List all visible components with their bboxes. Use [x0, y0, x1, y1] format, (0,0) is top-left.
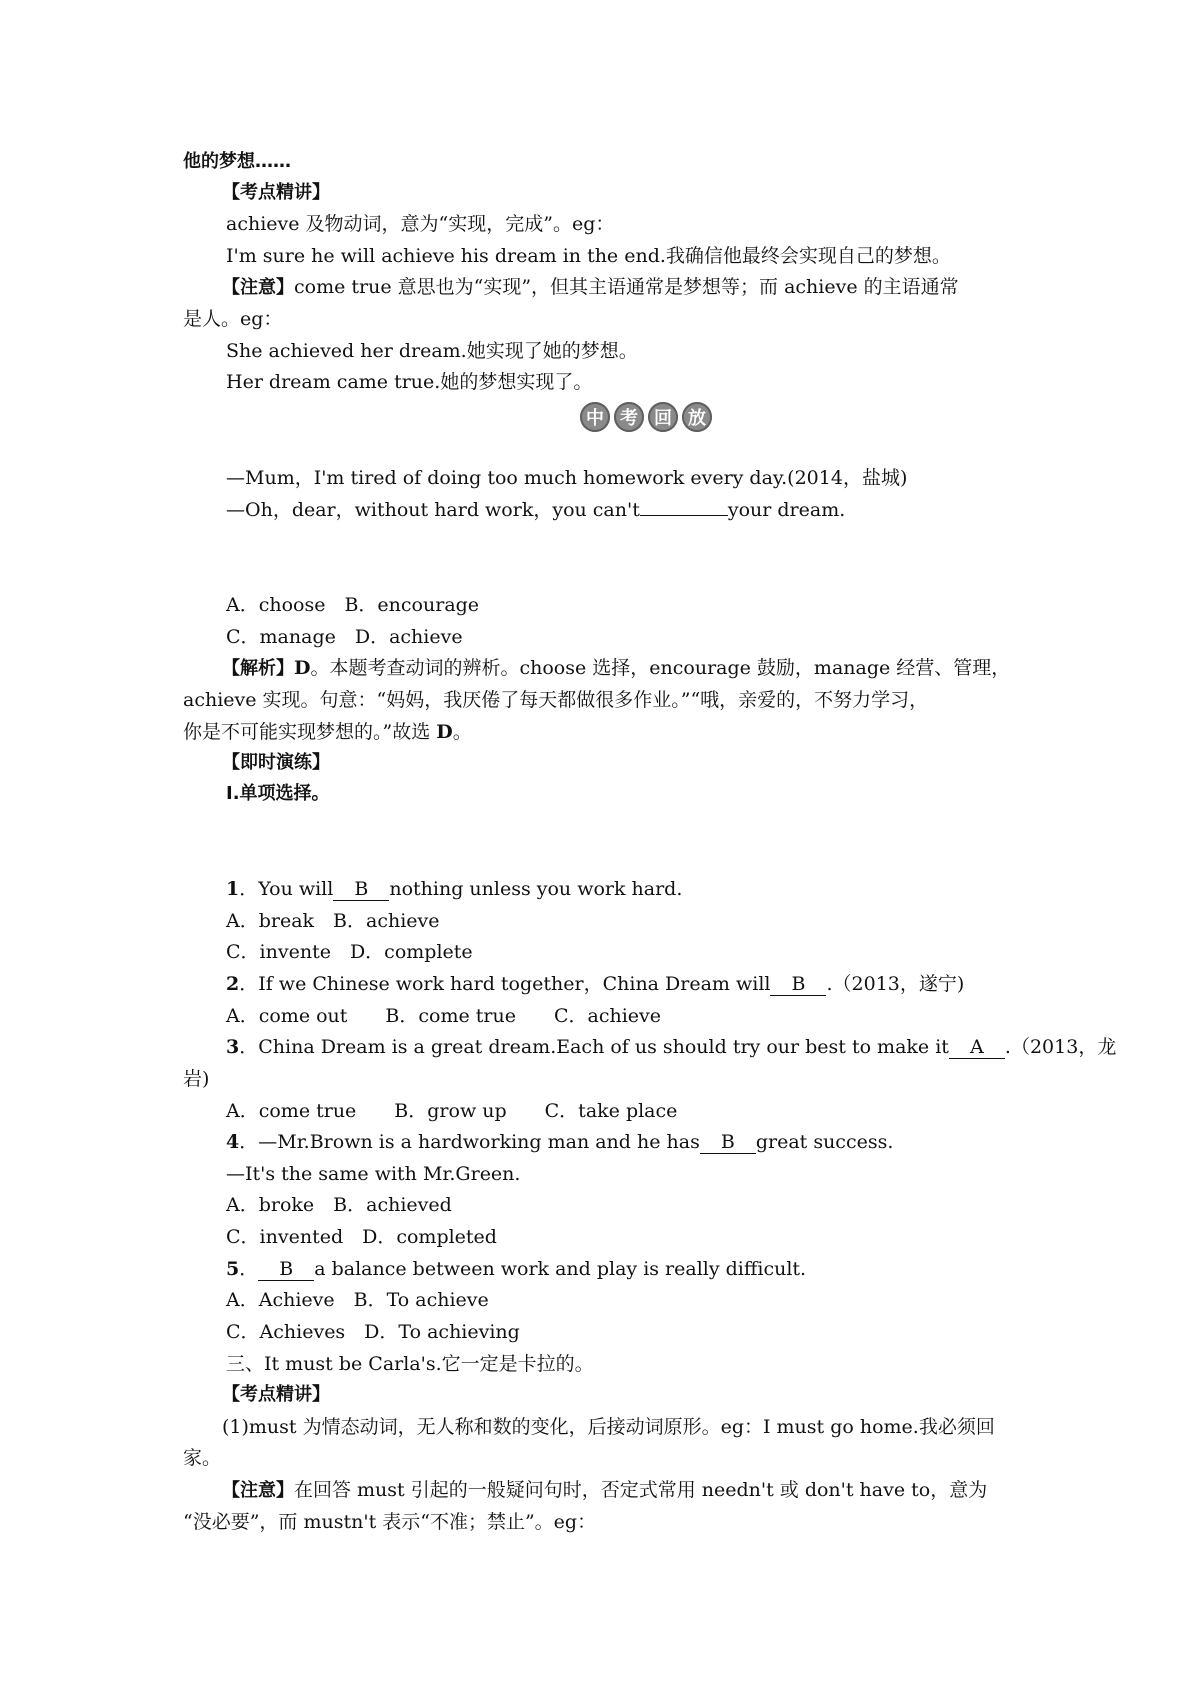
- options-line: C．invented D．completed: [226, 1226, 497, 1248]
- options-line: A．come out B．come true C．achieve: [226, 1005, 661, 1027]
- question-5: [226, 1258, 806, 1281]
- paragraph: achieve 及物动词，意为“实现，完成”。eg：: [226, 213, 615, 235]
- question-text: ．China Dream is a great dream.Each of us should try our best to make it: [239, 1036, 949, 1058]
- answer-blank: B: [258, 1259, 314, 1281]
- note-text: come true 意思也为“实现”，但其主语通常是梦想等；而 achieve 的主语通常: [294, 276, 959, 298]
- question-4: [226, 1131, 893, 1154]
- paragraph: (1)must 为情态动词，无人称和数的变化，后接动词原形。eg：I must go home.我必须回: [222, 1416, 995, 1438]
- question-line: —Mum，I'm tired of doing too much homework every day.(2014，盐城): [226, 467, 908, 489]
- analysis-label: 【解析】: [222, 658, 294, 679]
- banner-char: 放: [682, 402, 712, 432]
- note-continuation: 是人。eg：: [183, 308, 283, 330]
- options-line: A．come true B．grow up C．take place: [226, 1100, 678, 1122]
- analysis-line: achieve 实现。句意：“妈妈，我厌倦了每天都做很多作业。”“哦，亲爱的，不努力学习，: [183, 689, 929, 711]
- banner-char: 考: [614, 402, 644, 432]
- banner-char: 回: [648, 402, 678, 432]
- answer-blank: B: [770, 974, 826, 996]
- analysis-answer: D: [436, 721, 453, 743]
- note-text: 在回答 must 引起的一般疑问句时，否定式常用 needn't 或 don't have to，意为: [294, 1479, 988, 1501]
- note-line: [222, 276, 959, 299]
- question-text: your dream.: [727, 499, 846, 521]
- note-label: 【注意】: [222, 1480, 294, 1501]
- answer-blank: B: [333, 879, 389, 901]
- question-text: great success.: [755, 1131, 894, 1153]
- question-continuation: 岩): [183, 1068, 210, 1090]
- section-heading: 【考点精讲】: [222, 182, 330, 203]
- options-line: A．Achieve B．To achieve: [226, 1289, 489, 1311]
- section-banner: [580, 402, 712, 432]
- options-line: A．broke B．achieved: [226, 1194, 452, 1216]
- question-number: 4: [226, 1131, 240, 1153]
- question-text: —Oh，dear，without hard work，you can't: [226, 499, 640, 521]
- question-text: .（2013，遂宁): [826, 973, 965, 995]
- question-number: 3: [226, 1036, 240, 1058]
- question-line: —It's the same with Mr.Green.: [226, 1163, 521, 1185]
- note-label: 【注意】: [222, 277, 294, 298]
- subsection-title: Ⅰ.单项选择。: [226, 783, 330, 804]
- analysis-line: [183, 721, 472, 744]
- section-heading: 【考点精讲】: [222, 1384, 330, 1405]
- intro-line: 他的梦想……: [183, 151, 291, 172]
- options-line: C．invente D．complete: [226, 941, 473, 963]
- section-heading: 【即时演练】: [222, 752, 330, 773]
- options-line: C．manage D．achieve: [226, 626, 463, 648]
- question-text: a balance between work and play is really difficult.: [314, 1258, 807, 1280]
- question-text: ．—Mr.Brown is a hardworking man and he has: [239, 1131, 700, 1153]
- analysis-answer: D: [294, 657, 311, 679]
- question-text: ．: [239, 1258, 259, 1280]
- question-number: 1: [226, 878, 240, 900]
- example-sentence: She achieved her dream.她实现了她的梦想。: [226, 340, 638, 362]
- analysis-text: 你是不可能实现梦想的。”故选: [183, 721, 437, 743]
- question-text: ．If we Chinese work hard together，China Dream will: [239, 973, 771, 995]
- question-line: [226, 499, 845, 522]
- answer-blank: B: [700, 1132, 756, 1154]
- banner-char: 中: [580, 402, 610, 432]
- analysis-text: 。本题考查动词的辨析。choose 选择，encourage 鼓励，manage 经营、管理，: [310, 657, 1011, 679]
- analysis-line: [222, 657, 1010, 680]
- question-2: [226, 973, 964, 996]
- answer-blank: [640, 515, 728, 516]
- question-text: .（2013，龙: [1004, 1036, 1117, 1058]
- question-1: [226, 878, 682, 901]
- options-line: C．Achieves D．To achieving: [226, 1321, 520, 1343]
- question-text: ．You will: [239, 878, 334, 900]
- question-text: nothing unless you work hard.: [389, 878, 683, 900]
- question-number: 2: [226, 973, 240, 995]
- example-sentence: I'm sure he will achieve his dream in the end.我确信他最终会实现自己的梦想。: [226, 245, 951, 267]
- question-number: 5: [226, 1258, 240, 1280]
- options-line: A．choose B．encourage: [226, 594, 480, 616]
- section-title: 三、It must be Carla's.它一定是卡拉的。: [226, 1353, 594, 1375]
- analysis-text: 。: [452, 721, 472, 743]
- answer-blank: A: [949, 1037, 1005, 1059]
- options-line: A．break B．achieve: [226, 910, 440, 932]
- question-3: [226, 1036, 1116, 1059]
- example-sentence: Her dream came true.她的梦想实现了。: [226, 371, 593, 393]
- paragraph-continuation: 家。: [183, 1447, 222, 1469]
- note-continuation: “没必要”，而 mustn't 表示“不准；禁止”。eg：: [183, 1511, 597, 1533]
- note-line: [222, 1479, 987, 1502]
